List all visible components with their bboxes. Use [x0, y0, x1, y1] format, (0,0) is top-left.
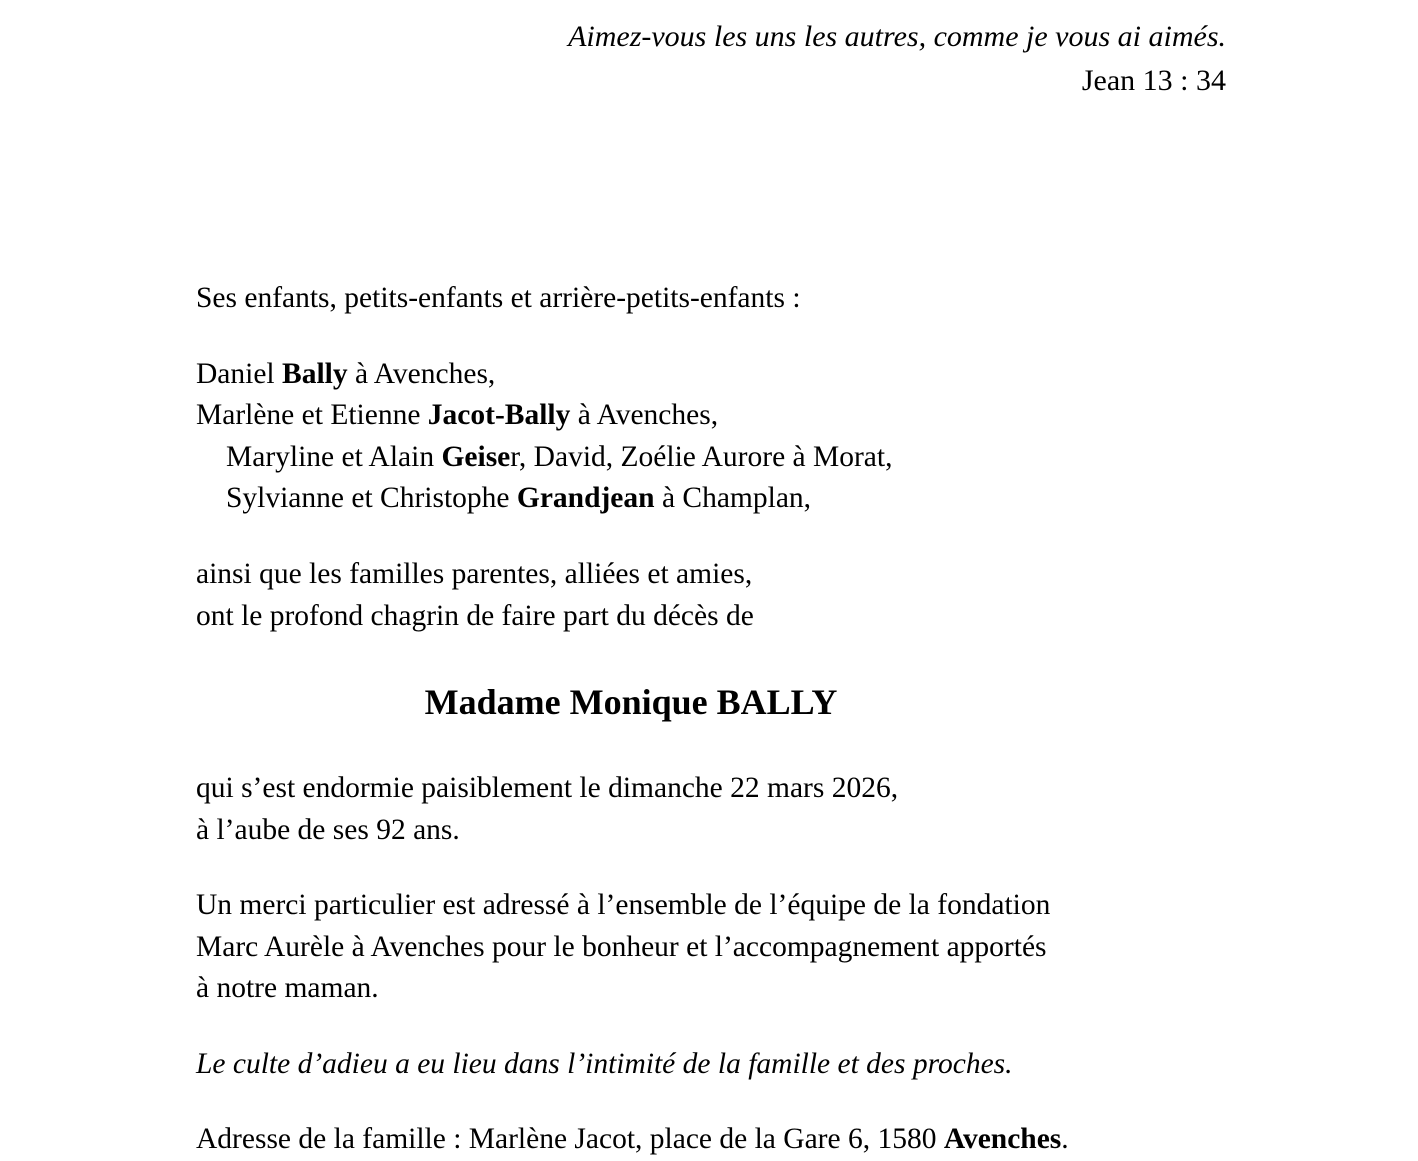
family-line-4-prefix: Sylvianne et Christophe [226, 482, 517, 515]
family-line-1-suffix: à Avenches, [347, 357, 496, 390]
epigraph-quote: Aimez-vous les uns les autres, comme je vous ai aimés. [568, 20, 1226, 53]
family-line-2-name: Jacot-Bally [427, 399, 571, 432]
family-line-3 [196, 437, 1206, 479]
family-line-1 [196, 354, 1206, 396]
notice-body [196, 278, 1206, 1161]
family-line-4 [196, 478, 1206, 520]
ceremony-line: Le culte d’adieu a eu lieu dans l’intimité de la famille et des proches. [196, 1047, 1013, 1080]
family-line-2-prefix: Marlène et Etienne [196, 399, 428, 432]
spacer [196, 851, 1206, 885]
epigraph [568, 18, 1226, 101]
spacer [196, 1085, 1206, 1119]
family-line-3-name: Geise [441, 440, 511, 473]
address-prefix: Adresse de la famille : Marlène Jacot, place de la Gare 6, 1580 [196, 1123, 944, 1156]
family-line-3-suffix: r, David, Zoélie Aurore à Morat, [510, 440, 893, 473]
thanks-line-1: Un merci particulier est adressé à l’ensemble de l’équipe de la fondation [196, 889, 1051, 922]
spacer [196, 728, 1206, 768]
announce-line: ont le profond chagrin de faire part du décès de [196, 599, 754, 632]
death-line-1: qui s’est endormie paisiblement le dimanche 22 mars 2026, [196, 771, 899, 804]
address-suffix: . [1061, 1123, 1069, 1156]
spacer [196, 1010, 1206, 1044]
family-line-4-suffix: à Champlan, [654, 482, 812, 515]
epigraph-reference: Jean 13 : 34 [1081, 64, 1226, 98]
family-line-1-name: Bally [282, 357, 348, 390]
intro-line: Ses enfants, petits-enfants et arrière-petits-enfants : [196, 282, 801, 314]
family-line-4-name: Grandjean [516, 482, 655, 515]
family-line-1-prefix: Daniel [196, 357, 283, 390]
address-line [196, 1119, 1206, 1161]
address-city: Avenches [943, 1123, 1062, 1156]
family-line-2 [196, 395, 1206, 437]
family-line-3-prefix: Maryline et Alain [226, 440, 442, 473]
family-line-2-suffix: à Avenches, [570, 399, 719, 432]
death-line-2: à l’aube de ses 92 ans. [196, 813, 460, 846]
thanks-line-3: à notre maman. [196, 972, 379, 1005]
spacer [196, 320, 1206, 354]
spacer [196, 637, 1206, 677]
deceased-name: Madame Monique BALLY [424, 682, 838, 723]
spacer [196, 520, 1206, 554]
allies-line: ainsi que les familles parentes, alliées et amies, [196, 557, 753, 590]
thanks-line-2: Marc Aurèle à Avenches pour le bonheur et l’accompagnement apportés [196, 930, 1047, 963]
